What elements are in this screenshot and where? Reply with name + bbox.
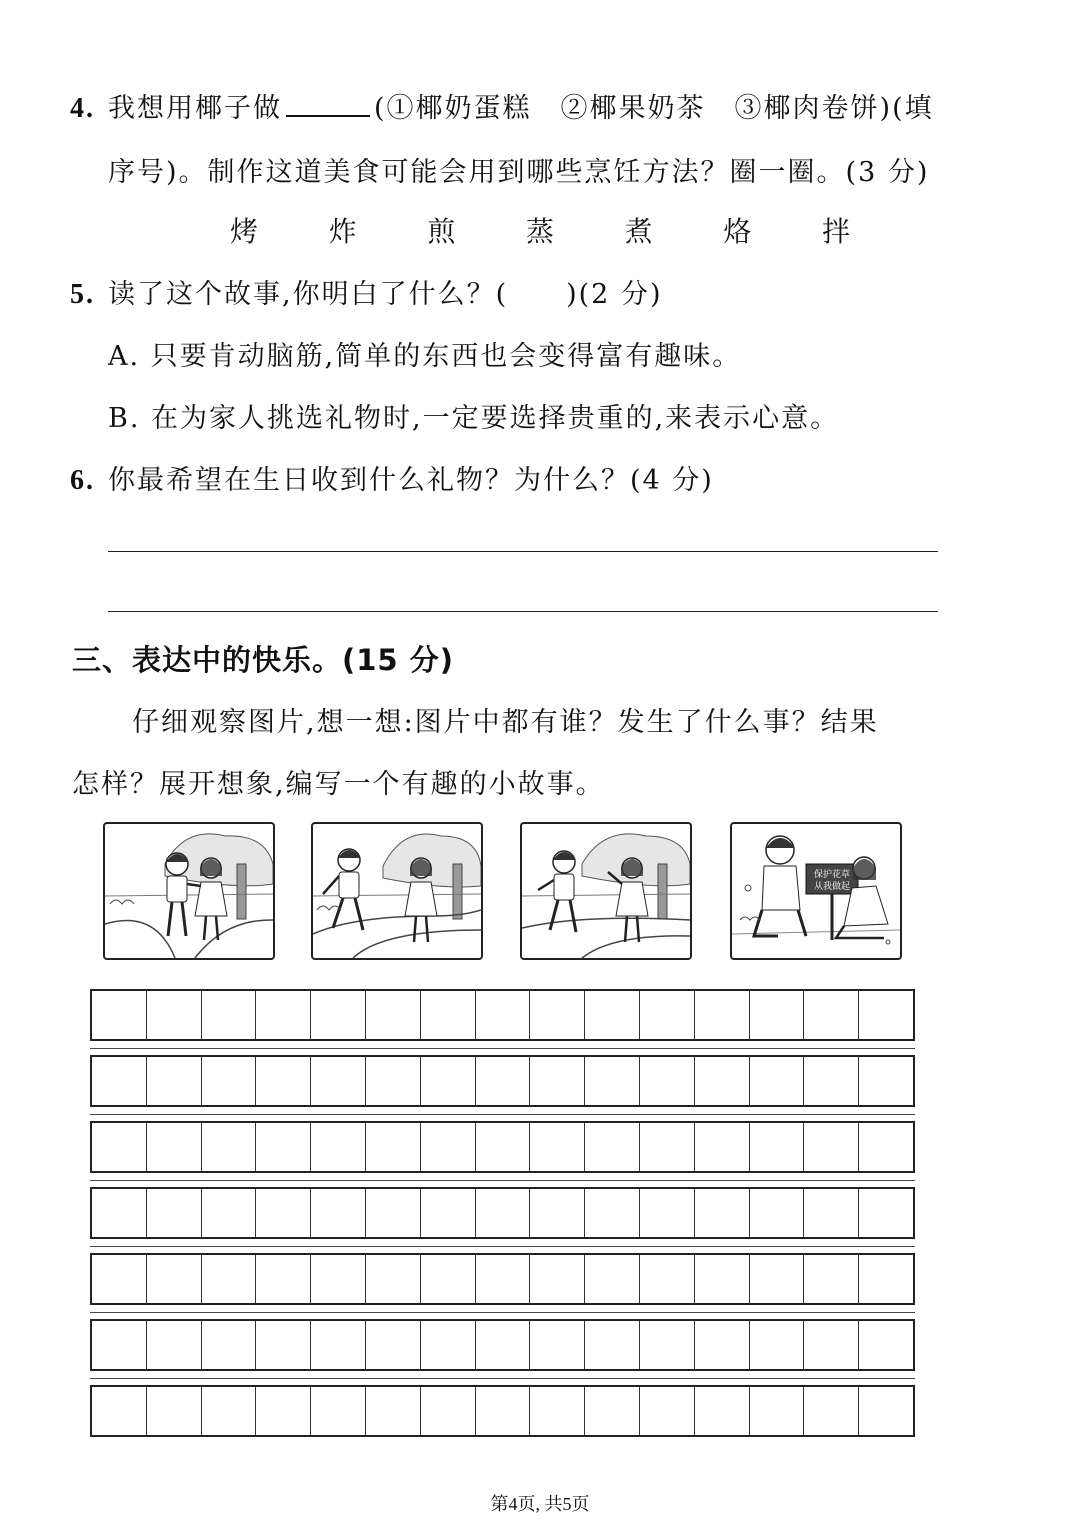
question-5-option-b[interactable]: B. 在为家人挑选礼物时,一定要选择贵重的,来表示心意。 <box>108 403 840 434</box>
question-6 <box>70 458 714 497</box>
sign-text-line-2: 从我做起 <box>813 882 851 892</box>
grid-row-1[interactable] <box>90 989 915 1041</box>
grid-row-6[interactable] <box>90 1319 915 1371</box>
question-6-number: 6. <box>70 465 95 496</box>
grid-gap-line <box>90 1180 915 1181</box>
section-3-title: 三、表达中的快乐。(15 分) <box>72 643 454 677</box>
grid-gap-line <box>90 1048 915 1049</box>
question-6-answer-line-2[interactable] <box>108 611 938 612</box>
grid-row-3[interactable] <box>90 1121 915 1173</box>
writing-grid <box>90 989 915 1437</box>
grid-row-5[interactable] <box>90 1253 915 1305</box>
story-picture-1 <box>103 822 275 960</box>
method-lao[interactable]: 烙 <box>723 215 752 248</box>
question-5-prompt: 读了这个故事,你明白了什么？( )(2 分) <box>108 279 663 310</box>
grid-row-7[interactable] <box>90 1385 915 1437</box>
question-4-answer-blank[interactable] <box>286 91 370 117</box>
grid-gap-line <box>90 1378 915 1379</box>
question-6-answer-line-1[interactable] <box>108 551 938 552</box>
cooking-methods <box>230 210 850 250</box>
grid-gap-line <box>90 1114 915 1115</box>
section-3-instruction-line2: 怎样？展开想象,编写一个有趣的小故事。 <box>72 769 605 800</box>
question-6-prompt: 你最希望在生日收到什么礼物？为什么？(4 分) <box>108 465 714 496</box>
method-kao[interactable]: 烤 <box>230 215 259 248</box>
question-4-line1 <box>70 86 934 125</box>
question-5-option-a[interactable]: A. 只要肯动脑筋,简单的东西也会变得富有趣味。 <box>108 341 742 372</box>
grid-row-4[interactable] <box>90 1187 915 1239</box>
grid-gap-line <box>90 1246 915 1247</box>
method-zhu[interactable]: 煮 <box>624 215 653 248</box>
question-4-prompt: 我想用椰子做 <box>108 93 282 124</box>
question-4-line2: 序号)。制作这道美食可能会用到哪些烹饪方法？圈一圈。(3 分) <box>108 157 930 188</box>
sign-text-line-1: 保护花草 <box>813 870 851 880</box>
question-5-number: 5. <box>70 279 95 310</box>
story-picture-3 <box>520 822 692 960</box>
method-zha[interactable]: 炸 <box>328 215 357 248</box>
story-picture-2 <box>311 822 483 960</box>
method-ban[interactable]: 拌 <box>821 215 850 248</box>
method-jian[interactable]: 煎 <box>427 215 456 248</box>
question-4-number: 4. <box>70 93 95 124</box>
section-3-instruction-line1: 仔细观察图片,想一想:图片中都有谁？发生了什么事？结果 <box>132 707 879 738</box>
grid-row-2[interactable] <box>90 1055 915 1107</box>
question-4-options: (①椰奶蛋糕 ②椰果奶茶 ③椰肉卷饼)(填 <box>374 93 934 124</box>
page-footer: 第4页, 共5页 <box>490 1494 590 1514</box>
method-zheng[interactable]: 蒸 <box>525 215 554 248</box>
story-picture-4 <box>730 822 902 960</box>
question-5 <box>70 272 662 311</box>
grid-gap-line <box>90 1312 915 1313</box>
